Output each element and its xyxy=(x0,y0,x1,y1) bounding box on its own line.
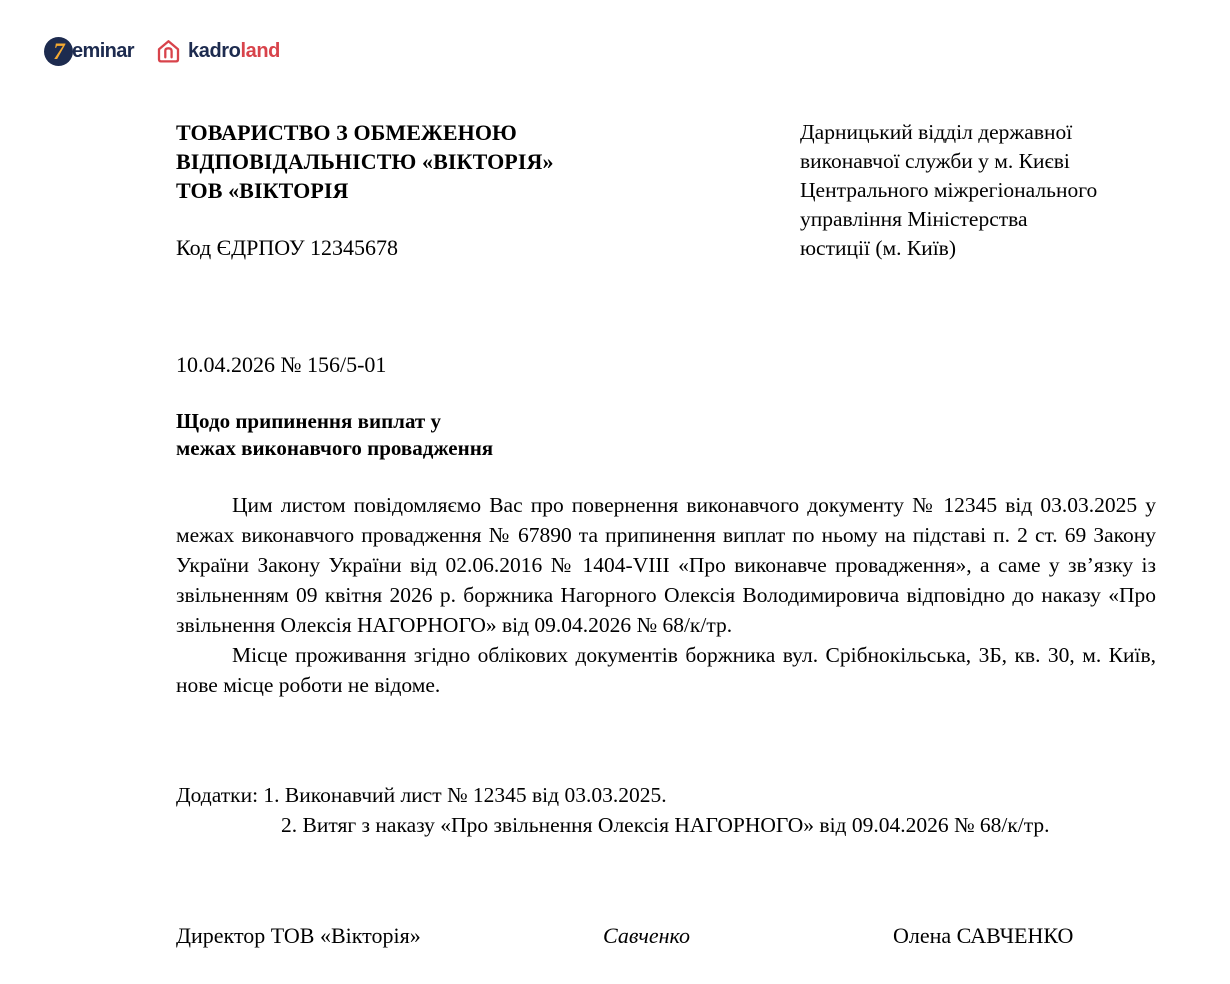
addressee-line-5: юстиції (м. Київ) xyxy=(800,236,956,260)
document-body xyxy=(176,490,1156,700)
zeminar-logo-word: eminar xyxy=(72,39,134,62)
signatory-role: Директор ТОВ «Вікторія» xyxy=(176,923,421,948)
signatory-name: Олена САВЧЕНКО xyxy=(893,923,1074,948)
document-subject-line-1: Щодо припинення виплат у xyxy=(176,409,441,433)
body-paragraph-1: Цим листом повідомляємо Вас про повернення виконавчого документу № 12345 від 03.03.2025 у межах виконавчого провадження № 67890 та припинення виплат по ньому на підставі п. 2 ст. 69 Закону України Закону України від 02.06.2016 № 1404-VIII «Про виконавче провадження», а саме у зв’язку із звільненням 09 квітня 2026 р. боржника Нагорного Олексія Володимировича відповідно до наказу «Про звільнення Олексія НАГОРНОГО» від 09.04.2026 № 68/к/тр. xyxy=(176,493,1156,637)
attachment-item-2: 2. Витяг з наказу «Про звільнення Олексія НАГОРНОГО» від 09.04.2026 № 68/к/тр. xyxy=(281,813,1050,837)
body-paragraph-2: Місце проживання згідно облікових документів боржника вул. Срібнокільська, 3Б, кв. 30, м. Київ, нове місце роботи не відоме. xyxy=(176,643,1156,697)
addressee-line-2: виконавчої служби у м. Києві xyxy=(800,149,1070,173)
organization-block xyxy=(176,118,646,262)
addressee-line-3: Центрального міжрегіонального xyxy=(800,178,1098,202)
organization-title-line-2: ВІДПОВІДАЛЬНІСТЮ «ВІКТОРІЯ» xyxy=(176,149,554,174)
organization-edrpou-code: Код ЄДРПОУ 12345678 xyxy=(176,235,399,260)
document-reference: 10.04.2026 № 156/5-01 xyxy=(176,352,387,377)
organization-title-line-3: ТОВ «ВІКТОРІЯ xyxy=(176,178,349,203)
organization-title xyxy=(176,118,646,205)
addressee-line-1: Дарницький відділ державної xyxy=(800,120,1073,144)
document-subject-line-2: межах виконавчого провадження xyxy=(176,436,494,460)
document-subject xyxy=(176,408,736,462)
circle-seven-icon: 7 xyxy=(44,37,73,66)
attachment-item-1: Додатки: 1. Виконавчий лист № 12345 від 03.03.2025. xyxy=(176,783,667,807)
kadroland-word-part-1: kadro xyxy=(188,39,241,62)
attachments-block xyxy=(176,780,1156,840)
handwritten-signature: Савченко xyxy=(603,923,691,948)
addressee-block xyxy=(800,118,1175,263)
kadroland-word-part-2: land xyxy=(240,39,280,62)
addressee-line-4: управління Міністерства xyxy=(800,207,1028,231)
organization-title-line-1: ТОВАРИСТВО З ОБМЕЖЕНОЮ xyxy=(176,120,517,145)
